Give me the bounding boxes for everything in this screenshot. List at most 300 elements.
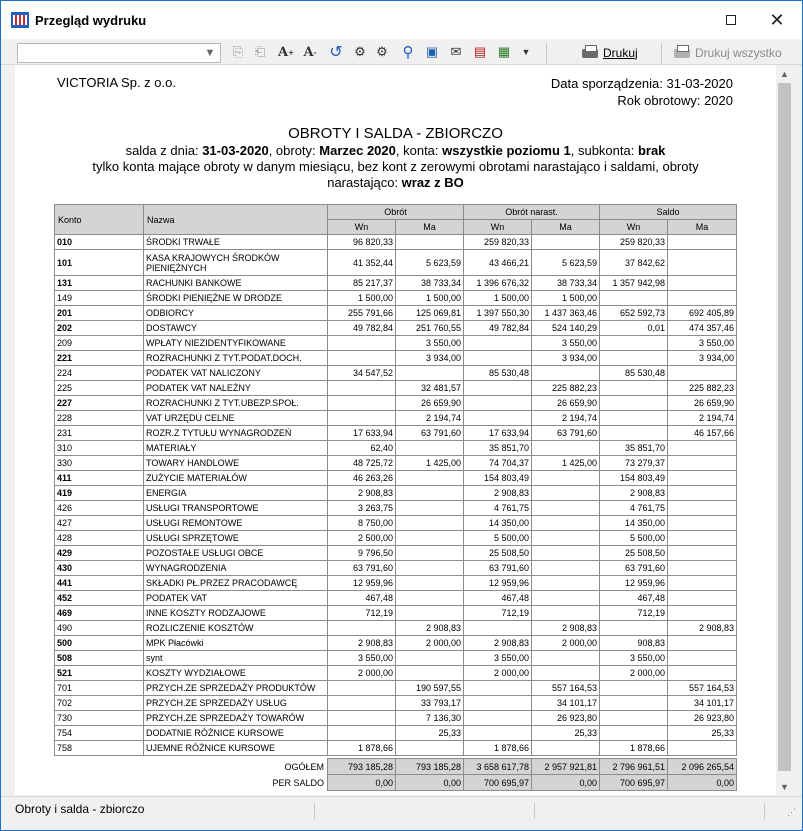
title-bar [1,1,802,39]
account-name: ROZRACHUNKI Z TYT.UBEZP.SPOŁ. [144,396,328,411]
amount-o-ma: 2 194,74 [396,411,464,426]
account-name: ŚRODKI TRWAŁE [144,235,328,250]
amount-o-wn [328,351,396,366]
table-row [55,336,737,351]
amount-n-ma [532,666,600,681]
amount-o-ma [396,606,464,621]
amount-o-ma [396,235,464,250]
table-row [55,531,737,546]
account-number: 428 [55,531,144,546]
amount-o-ma [396,441,464,456]
amount-n-ma: 1 437 363,46 [532,306,600,321]
amount-s-wn: 259 820,33 [600,235,668,250]
account-number: 730 [55,711,144,726]
amount-n-ma [532,576,600,591]
amount-s-wn [600,426,668,441]
printer-icon [581,45,599,61]
amount-n-ma [532,516,600,531]
account-name: PODATEK VAT NALICZONY [144,366,328,381]
amount-s-wn [600,726,668,741]
table-row [55,741,737,756]
amount-n-wn: 35 851,70 [464,441,532,456]
amount-n-ma: 38 733,34 [532,276,600,291]
account-number: 228 [55,411,144,426]
amount-n-wn [464,696,532,711]
subtitle-text: , obroty: [268,143,320,158]
page-settings-icon[interactable]: ⚙ [376,44,388,59]
total-o-ma: 0,00 [396,775,464,791]
amount-o-ma: 7 136,30 [396,711,464,726]
amount-s-ma [668,516,737,531]
amount-n-wn: 85 530,48 [464,366,532,381]
amount-n-wn: 25 508,50 [464,546,532,561]
amount-o-ma: 25,33 [396,726,464,741]
amount-n-ma: 1 425,00 [532,456,600,471]
amount-o-wn [328,696,396,711]
amount-s-ma [668,501,737,516]
print-button-label: Drukuj [603,46,638,60]
amount-n-wn: 2 000,00 [464,666,532,681]
calendar-icon [11,12,29,28]
amount-s-ma [668,366,737,381]
account-name: PRZYCH.ZE SPRZEDAŻY USŁUG [144,696,328,711]
fiscal-year: Rok obrotowy: 2020 [617,93,733,108]
amount-s-wn: 1 357 942,98 [600,276,668,291]
amount-o-ma: 38 733,34 [396,276,464,291]
amount-o-wn: 467,48 [328,591,396,606]
amount-s-wn: 467,48 [600,591,668,606]
amount-s-ma: 3 934,00 [668,351,737,366]
amount-o-ma [396,576,464,591]
header-saldo: Saldo [600,205,737,220]
scroll-down-icon[interactable]: ▼ [780,781,789,792]
total-o-wn: 793 185,28 [328,759,396,775]
status-bar [1,796,802,822]
amount-s-ma [668,531,737,546]
print-all-button-label: Drukuj wszystko [695,46,782,60]
amount-n-ma [532,546,600,561]
amount-o-wn: 3 550,00 [328,651,396,666]
table-row [55,501,737,516]
account-number: 419 [55,486,144,501]
account-number: 209 [55,336,144,351]
account-name: ODBIORCY [144,306,328,321]
amount-s-ma [668,250,737,276]
vertical-scrollbar[interactable] [776,65,793,795]
table-totals [55,756,737,791]
turnover-month: Marzec 2020 [319,143,396,158]
amount-s-ma: 25,33 [668,726,737,741]
account-name: PRZYCH.ZE SPRZEDAŻY TOWARÓW [144,711,328,726]
amount-s-ma: 474 357,46 [668,321,737,336]
amount-s-ma [668,235,737,250]
amount-s-ma [668,486,737,501]
amount-n-ma [532,501,600,516]
table-row [55,321,737,336]
creation-date: Data sporządzenia: 31-03-2020 [550,76,733,91]
export-pdf-icon[interactable]: ▤ [473,44,487,59]
amount-n-ma [532,366,600,381]
account-name: PRZYCH.ZE SPRZEDAŻY PRODUKTÓW [144,681,328,696]
amount-o-ma [396,486,464,501]
amount-s-wn [600,681,668,696]
amount-n-ma: 1 500,00 [532,291,600,306]
amount-o-ma [396,501,464,516]
amount-s-ma: 692 405,89 [668,306,737,321]
close-icon: ✕ [769,9,785,30]
settings-icon[interactable]: ⚙ [354,44,366,59]
account-number: 149 [55,291,144,306]
amount-o-wn: 96 820,33 [328,235,396,250]
account-name: ROZLICZENIE KOSZTÓW [144,621,328,636]
account-name: ZUŻYCIE MATERIAŁÓW [144,471,328,486]
amount-s-wn: 1 878,66 [600,741,668,756]
amount-o-wn [328,681,396,696]
amount-o-ma [396,561,464,576]
table-row [55,276,737,291]
amount-o-wn: 85 217,37 [328,276,396,291]
amount-s-ma [668,606,737,621]
amount-s-wn: 4 761,75 [600,501,668,516]
amount-o-ma: 33 793,17 [396,696,464,711]
zoom-combo[interactable] [17,43,221,63]
account-name: USŁUGI REMONTOWE [144,516,328,531]
amount-s-wn: 712,19 [600,606,668,621]
export-icon[interactable]: ▦ [497,44,511,59]
amount-s-ma [668,636,737,651]
amount-s-wn [600,621,668,636]
account-name: ROZRACHUNKI Z TYT.PODAT.DOCH. [144,351,328,366]
amount-s-ma [668,666,737,681]
account-number: 441 [55,576,144,591]
amount-s-wn: 73 279,37 [600,456,668,471]
amount-n-wn: 17 633,94 [464,426,532,441]
account-name: PODATEK VAT [144,591,328,606]
amount-s-wn: 154 803,49 [600,471,668,486]
amount-n-wn: 3 550,00 [464,651,532,666]
account-number: 224 [55,366,144,381]
preview-area[interactable] [15,65,776,795]
account-number: 754 [55,726,144,741]
account-number: 411 [55,471,144,486]
subaccounts-filter: brak [637,143,666,158]
amount-n-ma [532,471,600,486]
account-number: 702 [55,696,144,711]
amount-s-ma [668,471,737,486]
table-row [55,306,737,321]
amount-n-ma [532,531,600,546]
amount-n-wn [464,396,532,411]
font-increase-icon[interactable]: A + [278,44,294,60]
amount-s-wn [600,396,668,411]
amount-s-ma [668,456,737,471]
amount-n-wn [464,621,532,636]
amount-o-ma: 26 659,90 [396,396,464,411]
toolbar-separator [661,43,662,63]
chevron-down-icon[interactable]: ▼ [204,47,216,59]
report-subtitle [55,143,736,191]
cumulative-filter: wraz z BO [401,175,464,190]
account-number: 521 [55,666,144,681]
amount-n-wn [464,681,532,696]
account-name: USŁUGI SPRZĘTOWE [144,531,328,546]
accounts-filter: wszystkie poziomu 1 [442,143,571,158]
account-number: 426 [55,501,144,516]
amount-n-wn: 2 908,83 [464,636,532,651]
table-row [55,651,737,666]
header-obrot: Obrót [328,205,464,220]
account-number: 469 [55,606,144,621]
account-name: WPŁATY NIEZIDENTYFIKOWANE [144,336,328,351]
amount-n-ma: 26 659,90 [532,396,600,411]
amount-s-ma: 3 550,00 [668,336,737,351]
amount-s-wn [600,291,668,306]
amount-o-wn: 34 547,52 [328,366,396,381]
balance-date: 31-03-2020 [202,143,269,158]
amount-s-wn: 3 550,00 [600,651,668,666]
search-icon[interactable]: ⚲ [402,44,414,61]
amount-o-wn [328,336,396,351]
amount-o-wn: 2 000,00 [328,666,396,681]
account-name: POZOSTAŁE USŁUGI OBCE [144,546,328,561]
amount-n-wn: 1 500,00 [464,291,532,306]
account-name: ROZR.Z TYTUŁU WYNAGRODZEŃ [144,426,328,441]
amount-o-wn: 9 796,50 [328,546,396,561]
subtitle-text: narastająco: [327,175,402,190]
amount-o-wn: 46 263,26 [328,471,396,486]
header-wn: Wn [328,220,396,235]
resize-grip-icon[interactable]: ⋰ [787,807,796,817]
account-name: TOWARY HANDLOWE [144,456,328,471]
table-row [55,351,737,366]
mail-icon[interactable]: ✉ [450,44,462,59]
amount-o-wn [328,711,396,726]
table-row [55,726,737,741]
amount-n-ma: 34 101,17 [532,696,600,711]
scroll-up-icon[interactable]: ▲ [780,68,789,79]
header-ma: Ma [668,220,737,235]
table-row [55,636,737,651]
account-number: 221 [55,351,144,366]
amount-s-wn: 14 350,00 [600,516,668,531]
amount-n-ma [532,741,600,756]
table-row [55,576,737,591]
amount-s-wn: 652 592,73 [600,306,668,321]
total-s-wn: 2 796 961,51 [600,759,668,775]
table-row [55,471,737,486]
amount-n-wn: 4 761,75 [464,501,532,516]
table-row [55,426,737,441]
amount-n-wn: 712,19 [464,606,532,621]
account-name: RACHUNKI BANKOWE [144,276,328,291]
amount-n-wn [464,411,532,426]
print-button[interactable] [581,42,638,64]
account-number: 227 [55,396,144,411]
amount-n-wn: 154 803,49 [464,471,532,486]
account-name: WYNAGRODZENIA [144,561,328,576]
header-obrot-narast: Obrót narast. [464,205,600,220]
amount-o-ma: 32 481,57 [396,381,464,396]
status-separator [764,803,765,819]
account-name: MPK Płacówki [144,636,328,651]
header-nazwa: Nazwa [144,205,328,235]
total-s-ma: 0,00 [668,775,737,791]
amount-s-ma [668,276,737,291]
account-number: 758 [55,741,144,756]
amount-n-ma: 3 934,00 [532,351,600,366]
amount-o-ma: 3 550,00 [396,336,464,351]
amount-n-wn: 2 908,83 [464,486,532,501]
table-row [55,486,737,501]
table-row [55,696,737,711]
amount-s-ma [668,441,737,456]
amount-s-wn: 37 842,62 [600,250,668,276]
total-n-wn: 700 695,97 [464,775,532,791]
amount-o-ma: 5 623,59 [396,250,464,276]
amount-o-wn [328,381,396,396]
amount-n-wn: 1 397 550,30 [464,306,532,321]
amount-n-wn: 467,48 [464,591,532,606]
amount-o-ma [396,651,464,666]
report-meta [551,75,733,109]
amount-s-wn: 908,83 [600,636,668,651]
amount-n-wn: 12 959,96 [464,576,532,591]
account-number: 201 [55,306,144,321]
amount-n-ma: 2 194,74 [532,411,600,426]
account-name: INNE KOSZTY RODZAJOWE [144,606,328,621]
account-name: DOSTAWCY [144,321,328,336]
table-row [55,411,737,426]
amount-o-wn [328,726,396,741]
amount-n-ma: 557 164,53 [532,681,600,696]
amount-n-wn [464,351,532,366]
account-number: 131 [55,276,144,291]
page-setup-icon[interactable]: ⎗ [254,44,266,59]
account-number: 430 [55,561,144,576]
amount-o-wn: 3 263,75 [328,501,396,516]
amount-n-ma: 5 623,59 [532,250,600,276]
amount-o-ma: 1 500,00 [396,291,464,306]
amount-o-ma [396,546,464,561]
amount-s-ma [668,576,737,591]
amount-o-wn: 49 782,84 [328,321,396,336]
account-name: KOSZTY WYDZIAŁOWE [144,666,328,681]
amount-s-wn: 2 000,00 [600,666,668,681]
account-number: 330 [55,456,144,471]
save-icon[interactable]: ▣ [425,44,439,59]
amount-s-ma [668,741,737,756]
amount-n-ma: 2 000,00 [532,636,600,651]
amount-n-wn [464,711,532,726]
account-name: SKŁADKI PŁ.PRZEZ PRACODAWCĘ [144,576,328,591]
table-body [55,235,737,756]
account-number: 508 [55,651,144,666]
subtitle-text: salda z dnia: [125,143,203,158]
subtitle-line-2: tylko konta mające obroty w danym miesiącu, bez kont z zerowymi obrotami narastająco i saldami, obroty [92,159,699,174]
printer-icon [673,45,691,61]
table-row [55,456,737,471]
account-number: 310 [55,441,144,456]
scrollbar-thumb[interactable] [778,83,791,771]
amount-n-wn: 1 878,66 [464,741,532,756]
amount-o-ma [396,531,464,546]
account-name: KASA KRAJOWYCH ŚRODKÓW PIENIĘŻNYCH [144,250,328,276]
amount-o-ma: 190 597,55 [396,681,464,696]
amount-s-wn [600,711,668,726]
amount-o-wn: 41 352,44 [328,250,396,276]
totals-label: PER SALDO [272,777,324,788]
amount-s-wn: 35 851,70 [600,441,668,456]
maximize-icon [726,15,736,25]
header-ma: Ma [396,220,464,235]
amount-o-ma: 63 791,60 [396,426,464,441]
totals-row [55,759,737,775]
status-separator [314,803,315,819]
account-name: PODATEK VAT NALEŻNY [144,381,328,396]
amount-o-wn: 2 908,83 [328,636,396,651]
amount-o-wn: 255 791,66 [328,306,396,321]
amount-s-ma: 2 908,83 [668,621,737,636]
amount-o-ma: 3 934,00 [396,351,464,366]
table-row [55,561,737,576]
amount-o-wn: 63 791,60 [328,561,396,576]
refresh-icon[interactable]: ↺ [329,44,343,61]
maximize-button[interactable] [708,1,754,39]
amount-o-wn: 17 633,94 [328,426,396,441]
first-page-icon[interactable]: ⎘ [232,44,244,59]
amount-n-wn [464,336,532,351]
amount-o-wn: 2 500,00 [328,531,396,546]
amount-o-wn [328,621,396,636]
font-decrease-icon[interactable]: A - [303,44,317,60]
table-row [55,250,737,276]
subtitle-line-3 [55,175,736,191]
amount-n-wn: 74 704,37 [464,456,532,471]
amount-s-wn: 0,01 [600,321,668,336]
account-number: 452 [55,591,144,606]
account-number: 427 [55,516,144,531]
subtitle-text: , subkonta: [570,143,638,158]
amount-o-wn: 8 750,00 [328,516,396,531]
amount-s-wn: 5 500,00 [600,531,668,546]
export-dropdown-icon[interactable]: ▼ [521,47,531,57]
amount-o-wn [328,396,396,411]
amount-n-ma [532,651,600,666]
account-name: ENERGIA [144,486,328,501]
table-row [55,681,737,696]
table-row [55,396,737,411]
header-wn: Wn [600,220,668,235]
close-button[interactable] [754,1,800,39]
account-number: 500 [55,636,144,651]
header-wn: Wn [464,220,532,235]
status-separator [534,803,535,819]
print-all-button[interactable] [673,42,782,64]
amount-n-wn [464,381,532,396]
amount-n-wn: 259 820,33 [464,235,532,250]
amount-o-wn: 12 959,96 [328,576,396,591]
amount-o-wn [328,411,396,426]
amount-n-ma: 3 550,00 [532,336,600,351]
amount-n-ma [532,591,600,606]
table-row [55,666,737,681]
amount-s-ma [668,651,737,666]
amount-n-wn: 14 350,00 [464,516,532,531]
account-number: 225 [55,381,144,396]
amount-n-ma [532,561,600,576]
table-row [55,711,737,726]
total-n-ma: 0,00 [532,775,600,791]
